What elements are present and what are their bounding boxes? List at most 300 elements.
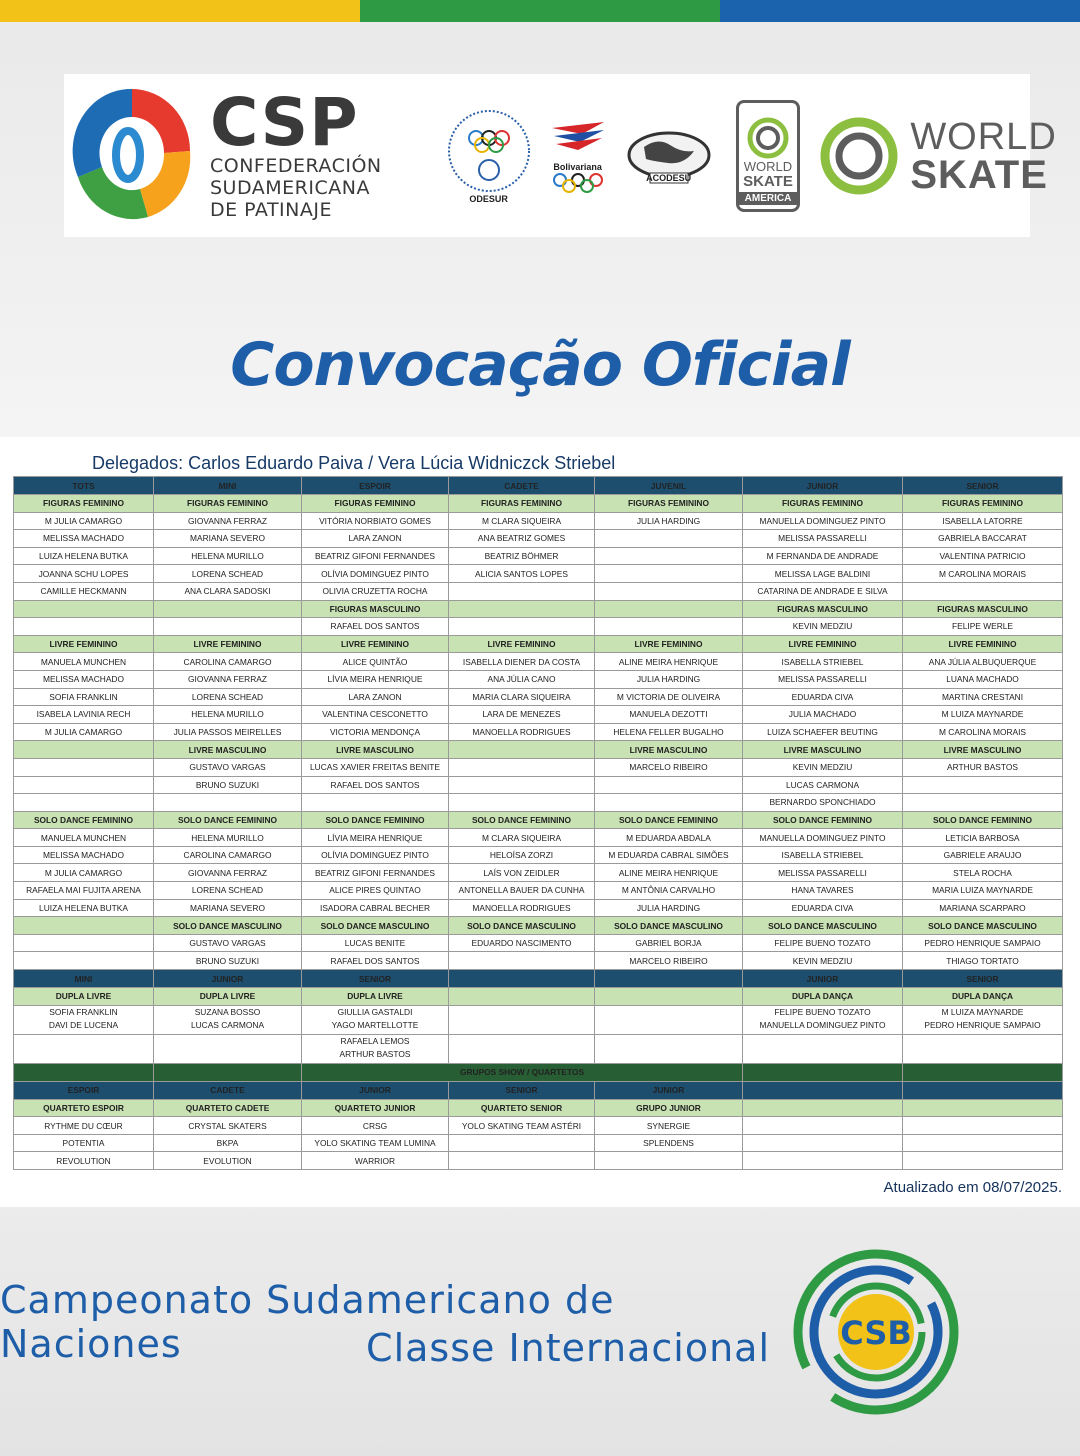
pair-athlete: DAVI DE LUCENA (48, 1019, 119, 1030)
footer-championship-title: Campeonato Sudamericano de Naciones (0, 1278, 615, 1366)
athlete-cell: KEVIN MEDZIU (743, 618, 903, 636)
athlete-cell: YOLO SKATING TEAM ASTÉRI (449, 1117, 595, 1135)
athlete-cell: JULIA MACHADO (743, 706, 903, 724)
athlete-cell: M JULIA CAMARGO (14, 512, 154, 530)
group-gap-cell (14, 1063, 154, 1081)
pair-athlete: FELIPE BUENO TOZATO (774, 1006, 871, 1017)
table-row (14, 794, 1063, 812)
category-header: FIGURAS FEMININO (14, 495, 154, 513)
category-header: GRUPO JUNIOR (595, 1099, 743, 1117)
athlete-cell: M EDUARDA ABDALA (595, 829, 743, 847)
age-group-header: SENIOR (449, 1081, 595, 1099)
athlete-cell: LUCAS XAVIER FREITAS BENITE (302, 758, 449, 776)
delegates-line: Delegados: Carlos Eduardo Paiva / Vera Lúcia Widniczck Striebel (92, 453, 616, 473)
updated-date: Atualizado em 08/07/2025. (883, 1179, 1062, 1196)
athlete-cell (14, 1034, 154, 1063)
yellow-stripe (0, 0, 360, 22)
athlete-cell: ISADORA CABRAL BECHER (302, 899, 449, 917)
athlete-cell: ANA JÚLIA ALBUQUERQUE (903, 653, 1063, 671)
category-header: SOLO DANCE MASCULINO (595, 917, 743, 935)
age-group-header: JUNIOR (595, 1081, 743, 1099)
athlete-cell (595, 530, 743, 548)
athlete-cell: M EDUARDA CABRAL SIMÕES (595, 846, 743, 864)
category-header (743, 1099, 903, 1117)
athlete-cell: LORENA SCHEAD (154, 688, 302, 706)
category-header: LIVRE FEMININO (449, 635, 595, 653)
athlete-cell: MELISSA PASSARELLI (743, 530, 903, 548)
table-row (14, 1081, 1063, 1099)
athlete-cell: HELENA MURILLO (154, 547, 302, 565)
athlete-cell: GABRIELA BACCARAT (903, 530, 1063, 548)
athlete-cell (154, 1005, 302, 1034)
athlete-cell: HELENA MURILLO (154, 829, 302, 847)
age-group-header: CADETE (154, 1081, 302, 1099)
table-row (14, 530, 1063, 548)
table-row (14, 688, 1063, 706)
category-header: FIGURAS FEMININO (449, 495, 595, 513)
pair-athlete: ARTHUR BASTOS (339, 1048, 411, 1059)
age-group-header: ESPOIR (14, 1081, 154, 1099)
category-header: LIVRE MASCULINO (595, 741, 743, 759)
group-section-header: GRUPOS SHOW / QUARTETOS (302, 1063, 743, 1081)
category-header: FIGURAS FEMININO (302, 495, 449, 513)
athlete-cell: PEDRO HENRIQUE SAMPAIO (903, 934, 1063, 952)
athlete-cell: VALENTINA CESCONETTO (302, 706, 449, 724)
group-gap-cell (154, 1063, 302, 1081)
athlete-cell: FELIPE WERLE (903, 618, 1063, 636)
csp-title: CSP (210, 83, 359, 161)
athlete-cell (743, 1152, 903, 1170)
athlete-cell: MARIANA SEVERO (154, 899, 302, 917)
athlete-cell: RYTHME DU CŒUR (14, 1117, 154, 1135)
age-group-header (903, 1081, 1063, 1099)
athlete-cell: MANOELLA RODRIGUES (449, 723, 595, 741)
athlete-cell: JULIA HARDING (595, 670, 743, 688)
athlete-cell: ALICE QUINTÃO (302, 653, 449, 671)
athlete-cell (449, 618, 595, 636)
category-header: LIVRE MASCULINO (154, 741, 302, 759)
athlete-cell: FELIPE BUENO TOZATO (743, 934, 903, 952)
age-group-header: ESPOIR (302, 477, 449, 495)
athlete-cell: ISABELLA STRIEBEL (743, 846, 903, 864)
athlete-cell: GIOVANNA FERRAZ (154, 864, 302, 882)
athlete-cell: LUIZA HELENA BUTKA (14, 899, 154, 917)
athlete-cell: MELISSA PASSARELLI (743, 864, 903, 882)
athlete-cell: LÍVIA MEIRA HENRIQUE (302, 829, 449, 847)
world-skate-america-logo (736, 100, 801, 212)
pair-athlete: MANUELLA DOMINGUEZ PINTO (759, 1019, 886, 1030)
athlete-cell: ISABELA LAVINIA RECH (14, 706, 154, 724)
athlete-cell: YOLO SKATING TEAM LUMINA (302, 1134, 449, 1152)
athlete-cell: M CAROLINA MORAIS (903, 565, 1063, 583)
athlete-cell (595, 794, 743, 812)
athlete-cell: POTENTIA (14, 1134, 154, 1152)
athlete-cell: ANA CLARA SADOSKI (154, 582, 302, 600)
athlete-cell (302, 794, 449, 812)
athlete-cell: VITÓRIA NORBIATO GOMES (302, 512, 449, 530)
age-group-header (743, 1081, 903, 1099)
category-header: QUARTETO JUNIOR (302, 1099, 449, 1117)
category-header (154, 600, 302, 618)
athlete-cell: M CLARA SIQUEIRA (449, 512, 595, 530)
athlete-cell (743, 1005, 903, 1034)
category-header (14, 600, 154, 618)
athlete-cell: ALINE MEIRA HENRIQUE (595, 653, 743, 671)
athlete-cell: RAFAELA MAI FUJITA ARENA (14, 882, 154, 900)
category-header: SOLO DANCE MASCULINO (302, 917, 449, 935)
athlete-cell: M LUIZA MAYNARDE (903, 706, 1063, 724)
athlete-cell (903, 1005, 1063, 1034)
athlete-cell: VICTORIA MENDONÇA (302, 723, 449, 741)
category-header: LIVRE FEMININO (302, 635, 449, 653)
athlete-cell: BEATRIZ GIFONI FERNANDES (302, 547, 449, 565)
csp-logo (68, 81, 382, 231)
world-skate-swirl-icon (746, 116, 790, 160)
athlete-cell (595, 1005, 743, 1034)
athlete-cell (743, 1034, 903, 1063)
table-row (14, 864, 1063, 882)
category-header: SOLO DANCE FEMININO (743, 811, 903, 829)
athlete-cell (903, 1152, 1063, 1170)
csb-logo (790, 1246, 962, 1418)
table-row (14, 723, 1063, 741)
table-row (14, 618, 1063, 636)
athlete-cell: HELENA FELLER BUGALHO (595, 723, 743, 741)
athlete-cell (449, 582, 595, 600)
athlete-cell (903, 1034, 1063, 1063)
athlete-cell: ANTONELLA BAUER DA CUNHA (449, 882, 595, 900)
athlete-cell (903, 1117, 1063, 1135)
athlete-cell (449, 1034, 595, 1063)
green-stripe (360, 0, 720, 22)
category-header (14, 917, 154, 935)
athlete-cell (14, 1005, 154, 1034)
athlete-cell: EDUARDO NASCIMENTO (449, 934, 595, 952)
category-header: LIVRE MASCULINO (743, 741, 903, 759)
athlete-cell: JULIA PASSOS MEIRELLES (154, 723, 302, 741)
category-header (449, 741, 595, 759)
table-row (14, 582, 1063, 600)
athlete-cell: MARIANA SCARPARO (903, 899, 1063, 917)
athlete-cell: M JULIA CAMARGO (14, 723, 154, 741)
category-header: SOLO DANCE FEMININO (449, 811, 595, 829)
athlete-cell: LUCAS BENITE (302, 934, 449, 952)
category-header: DUPLA LIVRE (14, 988, 154, 1006)
category-header (595, 600, 743, 618)
table-row (14, 1005, 1063, 1034)
category-header: QUARTETO SENIOR (449, 1099, 595, 1117)
athlete-cell: M CAROLINA MORAIS (903, 723, 1063, 741)
table-row (14, 653, 1063, 671)
athlete-cell: MELISSA MACHADO (14, 846, 154, 864)
csb-label: CSB (840, 1314, 912, 1352)
age-group-header: JUNIOR (743, 477, 903, 495)
athlete-cell (595, 565, 743, 583)
athlete-cell: MELISSA PASSARELLI (743, 670, 903, 688)
age-group-header: MINI (14, 970, 154, 988)
category-header: SOLO DANCE MASCULINO (743, 917, 903, 935)
odesur-label: ODESUR (469, 193, 508, 204)
athlete-cell: LORENA SCHEAD (154, 565, 302, 583)
athlete-cell: MARCELO RIBEIRO (595, 952, 743, 970)
athlete-cell: ANA JÚLIA CANO (449, 670, 595, 688)
table-row (14, 512, 1063, 530)
table-row (14, 829, 1063, 847)
odesur-emblem-icon (446, 108, 532, 194)
wsa-line2: SKATE (743, 172, 793, 190)
wsa-line3: AMERICA (739, 192, 798, 205)
athlete-cell (154, 1034, 302, 1063)
athlete-cell: RAFAEL DOS SANTOS (302, 618, 449, 636)
athlete-cell: HANA TAVARES (743, 882, 903, 900)
table-row (14, 882, 1063, 900)
athlete-cell: GUSTAVO VARGAS (154, 934, 302, 952)
category-header: FIGURAS MASCULINO (302, 600, 449, 618)
athlete-cell: MANUELLA DOMINGUEZ PINTO (743, 512, 903, 530)
age-group-header: CADETE (449, 477, 595, 495)
athlete-cell: OLÍVIA DOMINGUEZ PINTO (302, 846, 449, 864)
table-row (14, 495, 1063, 513)
athlete-cell: EVOLUTION (154, 1152, 302, 1170)
odesur-logo (446, 108, 532, 204)
table-row (14, 1117, 1063, 1135)
category-header: SOLO DANCE FEMININO (302, 811, 449, 829)
athlete-cell: EDUARDA CIVA (743, 688, 903, 706)
pair-athlete: PEDRO HENRIQUE SAMPAIO (924, 1019, 1041, 1030)
age-group-header: SENIOR (302, 970, 449, 988)
athlete-cell: M CLARA SIQUEIRA (449, 829, 595, 847)
category-header: LIVRE MASCULINO (903, 741, 1063, 759)
pair-athlete: M LUIZA MAYNARDE (941, 1006, 1024, 1017)
category-header (449, 988, 595, 1006)
athlete-cell: GUSTAVO VARGAS (154, 758, 302, 776)
athlete-cell: LUANA MACHADO (903, 670, 1063, 688)
athlete-cell (14, 776, 154, 794)
pair-athlete: YAGO MARTELLOTTE (331, 1019, 419, 1030)
athlete-cell: LARA ZANON (302, 688, 449, 706)
athlete-cell (595, 776, 743, 794)
athlete-cell: GIOVANNA FERRAZ (154, 670, 302, 688)
category-header: SOLO DANCE MASCULINO (154, 917, 302, 935)
athlete-cell (449, 1005, 595, 1034)
athlete-cell (302, 1034, 449, 1063)
athlete-cell: ALICE PIRES QUINTAO (302, 882, 449, 900)
athlete-cell: WARRIOR (302, 1152, 449, 1170)
table-row (14, 811, 1063, 829)
blue-stripe (720, 0, 1080, 22)
sponsor-logos-banner (64, 74, 1057, 237)
category-header: DUPLA LIVRE (302, 988, 449, 1006)
athlete-cell: LARA DE MENEZES (449, 706, 595, 724)
table-row (14, 670, 1063, 688)
page-title: Convocação Oficial (230, 330, 850, 400)
athlete-cell: MANUELLA DOMINGUEZ PINTO (743, 829, 903, 847)
age-group-header: TOTS (14, 477, 154, 495)
athlete-cell: GABRIELE ARAUJO (903, 846, 1063, 864)
footer-class-subtitle: Classe Internacional (366, 1326, 770, 1370)
athlete-cell: RAFAEL DOS SANTOS (302, 776, 449, 794)
table-row (14, 934, 1063, 952)
wsa-line1: WORLD (743, 158, 793, 174)
table-row (14, 1134, 1063, 1152)
table-row (14, 477, 1063, 495)
table-row (14, 1034, 1063, 1063)
athlete-cell (14, 952, 154, 970)
category-header: FIGURAS MASCULINO (903, 600, 1063, 618)
table-row (14, 970, 1063, 988)
athlete-cell: M VICTORIA DE OLIVEIRA (595, 688, 743, 706)
age-group-header: SENIOR (903, 970, 1063, 988)
table-row (14, 1063, 1063, 1081)
athlete-cell (449, 776, 595, 794)
athlete-cell: CAMILLE HECKMANN (14, 582, 154, 600)
acodesu-label: ACODESU (646, 172, 692, 183)
athlete-cell: KEVIN MEDZIU (743, 952, 903, 970)
athlete-cell (595, 1152, 743, 1170)
table-row (14, 899, 1063, 917)
top-color-bar (0, 0, 1080, 22)
athlete-cell: LUIZA HELENA BUTKA (14, 547, 154, 565)
athlete-cell (595, 547, 743, 565)
acodesu-logo (624, 129, 714, 183)
athlete-cell: VALENTINA PATRICIO (903, 547, 1063, 565)
athlete-cell: LETICIA BARBOSA (903, 829, 1063, 847)
category-header: LIVRE FEMININO (154, 635, 302, 653)
olympic-rings-icon (550, 172, 606, 194)
category-header: FIGURAS MASCULINO (743, 600, 903, 618)
athlete-cell (743, 1117, 903, 1135)
category-header: SOLO DANCE FEMININO (595, 811, 743, 829)
athlete-cell: BEATRIZ GIFONI FERNANDES (302, 864, 449, 882)
category-header (903, 1099, 1063, 1117)
table-row (14, 635, 1063, 653)
athlete-cell (449, 758, 595, 776)
category-header: LIVRE FEMININO (595, 635, 743, 653)
athlete-cell: BEATRIZ BÖHMER (449, 547, 595, 565)
athlete-cell: JOANNA SCHU LOPES (14, 565, 154, 583)
athlete-cell (903, 776, 1063, 794)
athlete-cell: MANUELA DEZOTTI (595, 706, 743, 724)
csp-ring-icon (68, 81, 196, 231)
athlete-cell: ISABELLA LATORRE (903, 512, 1063, 530)
athlete-cell: KEVIN MEDZIU (743, 758, 903, 776)
athlete-cell: LUCAS CARMONA (743, 776, 903, 794)
athlete-cell: MARIANA SEVERO (154, 530, 302, 548)
table-row (14, 846, 1063, 864)
category-header: SOLO DANCE MASCULINO (449, 917, 595, 935)
athlete-cell (302, 1005, 449, 1034)
category-header: DUPLA DANÇA (743, 988, 903, 1006)
roster-table (13, 476, 1063, 1170)
category-header: QUARTETO ESPOIR (14, 1099, 154, 1117)
athlete-cell: RAFAEL DOS SANTOS (302, 952, 449, 970)
category-header: SOLO DANCE FEMININO (154, 811, 302, 829)
athlete-cell (743, 1134, 903, 1152)
athlete-cell: ISABELLA STRIEBEL (743, 653, 903, 671)
csp-line1: CONFEDERACIÓN (210, 154, 382, 177)
athlete-cell: MANUELA MUNCHEN (14, 653, 154, 671)
athlete-cell: CAROLINA CAMARGO (154, 846, 302, 864)
athlete-cell: HELENA MURILLO (154, 706, 302, 724)
athlete-cell (449, 1134, 595, 1152)
category-header: LIVRE FEMININO (903, 635, 1063, 653)
athlete-cell: HELOÍSA ZORZI (449, 846, 595, 864)
athlete-cell: ALICIA SANTOS LOPES (449, 565, 595, 583)
group-gap-cell (903, 1063, 1063, 1081)
category-header: DUPLA LIVRE (154, 988, 302, 1006)
ws-line2: SKATE (910, 152, 1048, 197)
table-row (14, 758, 1063, 776)
athlete-cell: THIAGO TORTATO (903, 952, 1063, 970)
athlete-cell: MARTINA CRESTANI (903, 688, 1063, 706)
age-group-header (449, 970, 595, 988)
table-row (14, 706, 1063, 724)
category-header: LIVRE MASCULINO (302, 741, 449, 759)
athlete-cell: BRUNO SUZUKI (154, 952, 302, 970)
table-row (14, 1099, 1063, 1117)
age-group-header: JUNIOR (302, 1081, 449, 1099)
athlete-cell (14, 618, 154, 636)
table-row (14, 600, 1063, 618)
age-group-header (595, 970, 743, 988)
athlete-cell: MELISSA MACHADO (14, 530, 154, 548)
athlete-cell (14, 794, 154, 812)
pair-athlete: SUZANA BOSSO (194, 1006, 261, 1017)
category-header (14, 741, 154, 759)
athlete-cell: JULIA HARDING (595, 899, 743, 917)
bolivariana-logo (546, 118, 610, 194)
athlete-cell: MARIA CLARA SIQUEIRA (449, 688, 595, 706)
athlete-cell: EDUARDA CIVA (743, 899, 903, 917)
athlete-cell: ALINE MEIRA HENRIQUE (595, 864, 743, 882)
table-row (14, 565, 1063, 583)
category-header: FIGURAS FEMININO (903, 495, 1063, 513)
athlete-cell: ISABELLA DIENER DA COSTA (449, 653, 595, 671)
table-row (14, 952, 1063, 970)
athlete-cell: LÍVIA MEIRA HENRIQUE (302, 670, 449, 688)
age-group-header: JUNIOR (743, 970, 903, 988)
csp-line3: DE PATINAJE (210, 198, 332, 221)
athlete-cell: LORENA SCHEAD (154, 882, 302, 900)
category-header: LIVRE FEMININO (14, 635, 154, 653)
age-group-header: JUNIOR (154, 970, 302, 988)
athlete-cell: CRYSTAL SKATERS (154, 1117, 302, 1135)
athlete-cell (903, 582, 1063, 600)
csp-line2: SUDAMERICANA (210, 176, 370, 199)
athlete-cell: CATARINA DE ANDRADE E SILVA (743, 582, 903, 600)
athlete-cell: MELISSA MACHADO (14, 670, 154, 688)
athlete-cell: OLÍVIA DOMINGUEZ PINTO (302, 565, 449, 583)
athlete-cell: MANOELLA RODRIGUES (449, 899, 595, 917)
category-header: QUARTETO CADETE (154, 1099, 302, 1117)
athlete-cell: STELA ROCHA (903, 864, 1063, 882)
athlete-cell: SOFIA FRANKLIN (14, 688, 154, 706)
bolivariana-wing-icon (546, 118, 610, 162)
age-group-header: MINI (154, 477, 302, 495)
pair-athlete: LUCAS CARMONA (190, 1019, 265, 1030)
athlete-cell: GIOVANNA FERRAZ (154, 512, 302, 530)
athlete-cell: GABRIEL BORJA (595, 934, 743, 952)
pair-athlete: RAFAELA LEMOS (340, 1035, 410, 1046)
athlete-cell: JULIA HARDING (595, 512, 743, 530)
athlete-cell (595, 1034, 743, 1063)
age-group-header: SENIOR (903, 477, 1063, 495)
athlete-cell (449, 1152, 595, 1170)
athlete-cell: M ANTÔNIA CARVALHO (595, 882, 743, 900)
category-header: LIVRE FEMININO (743, 635, 903, 653)
athlete-cell (449, 952, 595, 970)
category-header (449, 600, 595, 618)
